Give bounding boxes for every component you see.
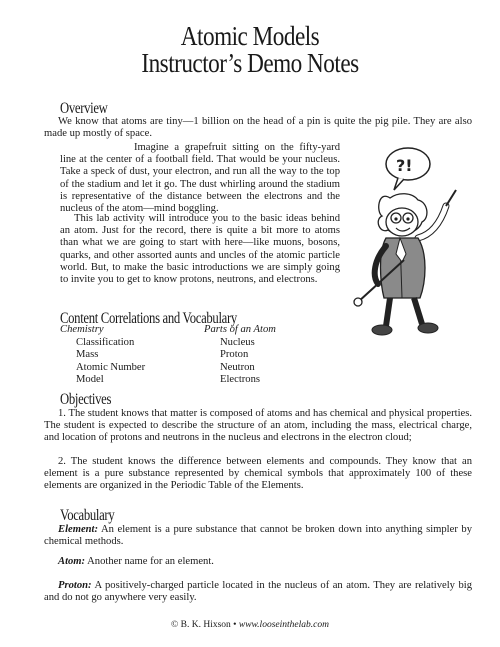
scientist-cartoon-illustration (338, 142, 488, 342)
chemistry-item: Model (76, 374, 104, 386)
atom-part-item: Proton (220, 349, 249, 361)
atom-parts-label: Parts of an Atom (204, 324, 276, 335)
chemistry-item: Mass (76, 349, 99, 361)
objectives-heading: Objectives (60, 391, 112, 408)
overview-paragraph-1: We know that atoms are tiny—1 billion on the head of a pin is quite the pig pile. They are also made up mostly of space. (44, 116, 472, 140)
objective-1: 1. The student knows that matter is composed of atoms and has chemical and physical properties. The student is expected to describe the structure of an atom, including the mass, electrical charge, and location of protons and neutrons in the nucleus and electrons in the electron cloud; (44, 408, 472, 444)
atom-part-item: Nucleus (220, 336, 255, 348)
vocab-proton-term: Proton: (58, 580, 92, 591)
chemistry-column (60, 324, 145, 387)
content-correlations-heading: Content Correlations and Vocabulary (60, 310, 237, 327)
footer-website-link[interactable]: www.looseinthelab.com (238, 620, 329, 630)
vocab-proton-definition: A positively-charged particle located in the nucleus of an atom. They are relatively big and do not go anywhere very easily. (44, 580, 472, 604)
page-footer (0, 620, 500, 630)
chemistry-item: Classification (76, 336, 135, 348)
atom-part-item: Electrons (220, 374, 261, 386)
vocab-atom-definition: Another name for an element. (85, 556, 214, 567)
page-subtitle: Instructor’s Demo Notes (141, 48, 359, 78)
chemistry-item: Atomic Number (76, 361, 146, 373)
overview-heading: Overview (60, 100, 108, 117)
vocabulary-heading: Vocabulary (60, 507, 115, 524)
speech-bubble-text: ?! (396, 156, 413, 175)
page-title: Atomic Models (180, 21, 320, 51)
vocab-element-definition: An element is a pure substance that cannot be broken down into anything simpler by chemical methods. (44, 524, 472, 548)
overview-paragraph-3: This lab activity will introduce you to the basic ideas behind an atom. Just for the record, there is quite a bit more to atoms than what we are going to start with here—like muons, bosons, quarks, and other assorted aunts and uncles of the atomic particle world. But, to make the basic introductions we are simply going to invite you to get to know protons, neutrons, and electrons. (60, 213, 340, 286)
chemistry-label: Chemistry (60, 324, 104, 335)
footer-copyright: © B. K. Hixson • (171, 620, 239, 630)
vocab-atom (44, 556, 472, 568)
atom-part-item: Neutron (220, 361, 255, 373)
vocab-element-term: Element: (58, 524, 99, 535)
objective-2: 2. The student knows the difference between elements and compounds. They know that an element is a pure substance represented by chemical symbols that approximately 100 of these elements are organized in the Periodic Table of the Elements. (44, 456, 472, 492)
atom-parts-column (204, 324, 276, 387)
vocab-proton (44, 580, 472, 604)
vocab-atom-term: Atom: (58, 556, 86, 567)
overview-paragraph-2: Imagine a grapefruit sitting on the fifty-yard line at the center of a football field. That would be your nucleus. Take a speck of dust, your electron, and run all the way to the top of the stadium and let it go. The dust whirling around the stadium is representative of the distance between the electrons and the nucleus of the atom—mind boggling. (60, 142, 340, 215)
vocab-element (44, 524, 472, 548)
